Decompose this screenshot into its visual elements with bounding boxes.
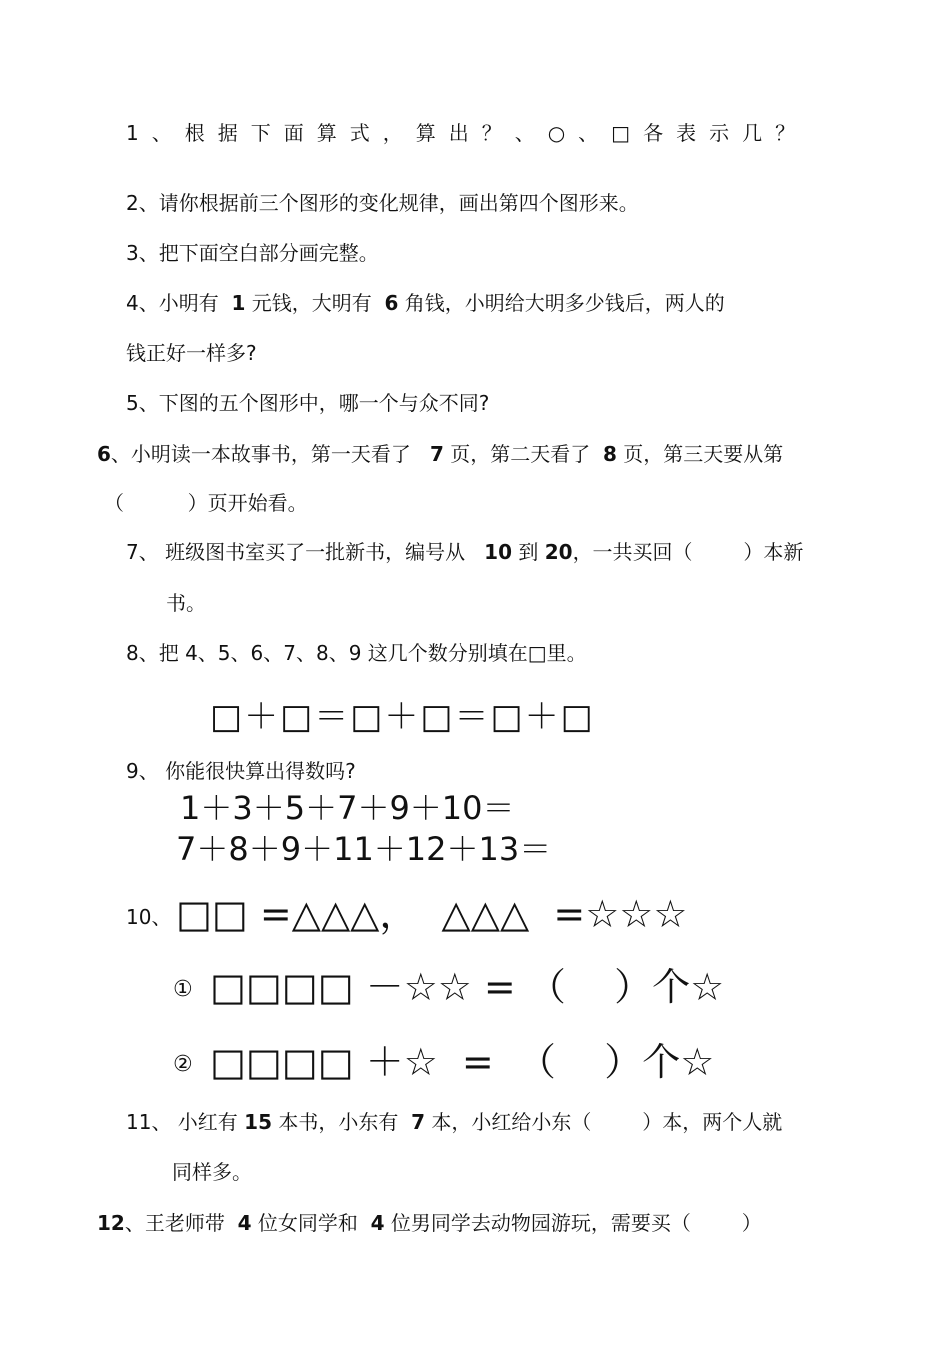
q4-number-1: 1 xyxy=(231,291,246,315)
q11-text-b: 本书，小东有 xyxy=(272,1110,412,1134)
q7-text-a: 7、 班级图书室买了一批新书，编号从 xyxy=(126,540,485,564)
question-3: 3、把下面空白部分画完整。 xyxy=(126,241,379,265)
question-4 xyxy=(126,291,725,315)
q11-text-a: 11、 小红有 xyxy=(126,1110,245,1134)
q10-sub1: □□□□ －☆☆ = （ ）个☆ xyxy=(210,965,725,1009)
q12-number: 12 xyxy=(97,1211,125,1235)
q6-number: 6 xyxy=(97,442,111,466)
q9-expression-1: 1＋3＋5＋7＋9＋10＝ xyxy=(180,789,515,827)
question-4-line-2: 钱正好一样多? xyxy=(126,341,257,365)
question-12 xyxy=(97,1211,762,1235)
q6-text-a: 、小明读一本故事书，第一天看了 xyxy=(110,442,430,466)
q10-sub2: □□□□ ＋☆ = （ ）个☆ xyxy=(210,1040,715,1084)
q10-sub2-marker: ② xyxy=(173,1052,193,1077)
question-11-line-2: 同样多。 xyxy=(172,1160,252,1184)
q10-label: 10、 xyxy=(126,905,172,929)
question-1: 1、根据下面算式，算出？、○、□各表示几？ xyxy=(126,121,809,145)
q12-text-a: 、王老师带 xyxy=(124,1211,238,1235)
q4-text-a: 4、小明有 xyxy=(126,291,232,315)
question-2: 2、请你根据前三个图形的变化规律，画出第四个图形来。 xyxy=(126,191,639,215)
q7-text-b: 到 xyxy=(512,540,545,564)
question-7-line-2: 书。 xyxy=(166,591,206,615)
question-9: 9、 你能很快算出得数吗? xyxy=(126,759,356,783)
q11-number-1: 15 xyxy=(244,1110,273,1134)
q12-text-c: 位男同学去动物园游玩，需要买（ ） xyxy=(384,1211,762,1235)
q6-number-1: 7 xyxy=(430,442,444,466)
q9-expression-2: 7＋8＋9＋11＋12＋13＝ xyxy=(176,830,552,868)
q12-number-2: 4 xyxy=(370,1211,385,1235)
q7-number-1: 10 xyxy=(484,540,512,564)
q11-number-2: 7 xyxy=(411,1110,426,1134)
q6-number-2: 8 xyxy=(603,442,617,466)
q4-number-2: 6 xyxy=(384,291,399,315)
q6-text-b: 页，第二天看了 xyxy=(443,442,603,466)
q4-text-c: 角钱，小明给大明多少钱后，两人的 xyxy=(398,291,725,315)
question-5: 5、下图的五个图形中，哪一个与众不同? xyxy=(126,391,490,415)
q12-number-1: 4 xyxy=(237,1211,252,1235)
q6-text-c: 页，第三天要从第 xyxy=(616,442,784,466)
question-11 xyxy=(126,1110,782,1134)
q12-text-b: 位女同学和 xyxy=(251,1211,371,1235)
q8-equation: □＋□＝□＋□＝□＋□ xyxy=(210,697,595,737)
q10-given: □□ =△△△， △△△ =☆☆☆ xyxy=(176,892,688,936)
question-6-line-2: （ ）页开始看。 xyxy=(104,491,308,515)
question-7 xyxy=(126,540,803,564)
q7-text-c: ，一共买回（ ）本新 xyxy=(572,540,804,564)
q10-sub1-marker: ① xyxy=(173,977,193,1002)
q4-text-b: 元钱，大明有 xyxy=(245,291,385,315)
question-8: 8、把 4、5、6、7、8、9 这几个数分别填在□里。 xyxy=(126,641,587,665)
question-6 xyxy=(97,442,783,466)
q11-text-c: 本，小红给小东（ ）本，两个人就 xyxy=(425,1110,783,1134)
q7-number-2: 20 xyxy=(544,540,573,564)
